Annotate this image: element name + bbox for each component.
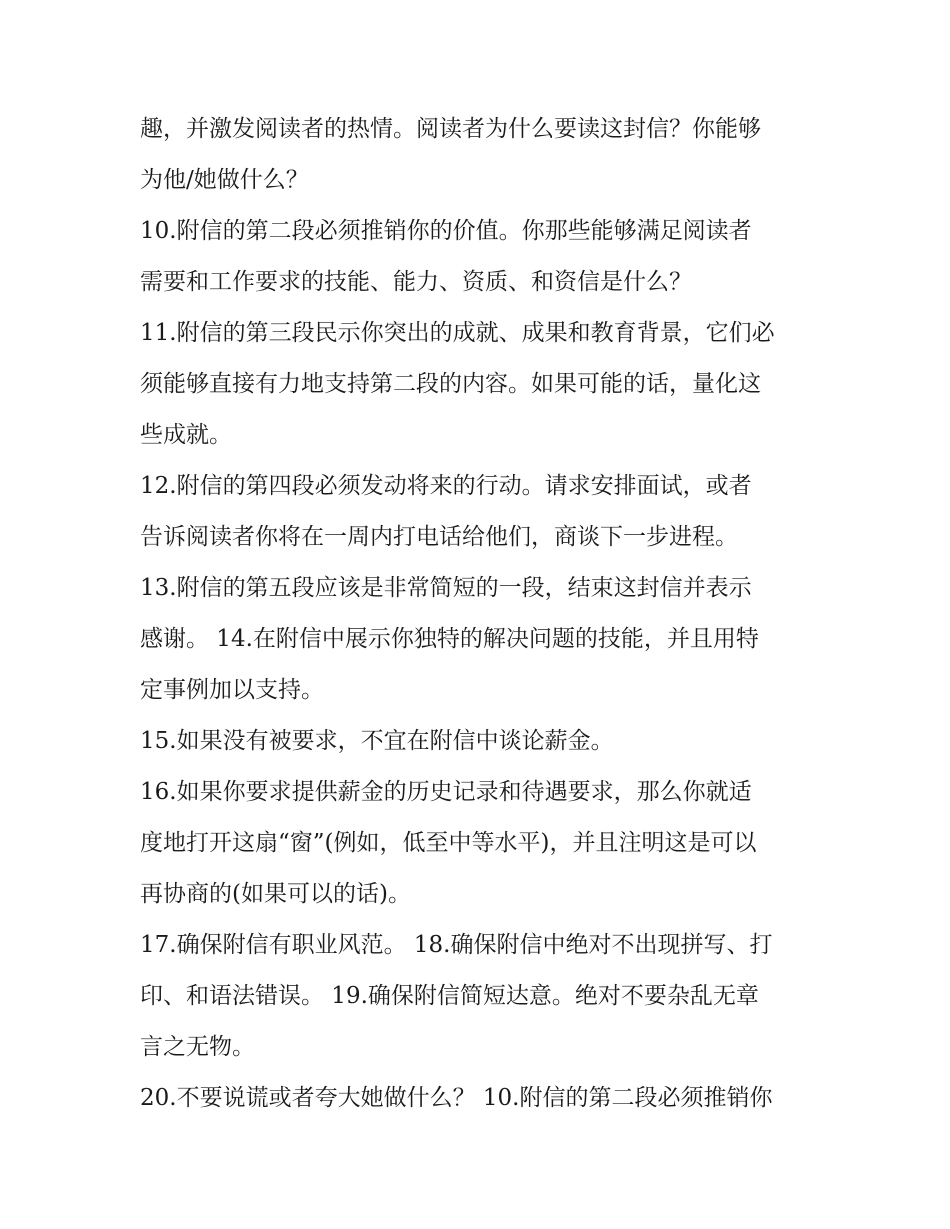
text-line: 13.附信的第五段应该是非常简短的一段，结束这封信并表示 xyxy=(140,575,752,601)
text-line: 些成就。 xyxy=(140,422,232,448)
text-line: 需要和工作要求的技能、能力、资质、和资信是什么？ xyxy=(140,269,692,295)
text-line: 言之无物。 xyxy=(140,1034,255,1060)
text-line: 16.如果你要求提供薪金的历史记录和待遇要求，那么你就适 xyxy=(140,779,752,805)
text-line: 20.不要说谎或者夸大她做什么？ 10.附信的第二段必须推销你 xyxy=(140,1085,773,1111)
text-line: 感谢。 14.在附信中展示你独特的解决问题的技能，并且用特 xyxy=(140,626,759,652)
body-text xyxy=(140,104,830,1124)
text-line: 趣，并激发阅读者的热情。阅读者为什么要读这封信？你能够 xyxy=(140,116,761,142)
text-line: 17.确保附信有职业风范。 18.确保附信中绝对不出现拼写、打 xyxy=(140,932,773,958)
text-line: 再协商的(如果可以的话)。 xyxy=(140,881,411,907)
text-line: 告诉阅读者你将在一周内打电话给他们，商谈下一步进程。 xyxy=(140,524,738,550)
text-line: 10.附信的第二段必须推销你的价值。你那些能够满足阅读者 xyxy=(140,218,752,244)
text-line: 15.如果没有被要求，不宜在附信中谈论薪金。 xyxy=(140,728,614,754)
text-line: 为他/她做什么？ xyxy=(140,167,309,193)
text-line: 11.附信的第三段民示你突出的成就、成果和教育背景，它们必 xyxy=(140,320,775,346)
text-line: 12.附信的第四段必须发动将来的行动。请求安排面试，或者 xyxy=(140,473,752,499)
text-line: 度地打开这扇“窗”(例如，低至中等水平)，并且注明这是可以 xyxy=(140,830,757,856)
text-line: 印、和语法错误。 19.确保附信简短达意。绝对不要杂乱无章 xyxy=(140,983,759,1009)
text-line: 须能够直接有力地支持第二段的内容。如果可能的话，量化这 xyxy=(140,371,761,397)
text-line: 定事例加以支持。 xyxy=(140,677,324,703)
